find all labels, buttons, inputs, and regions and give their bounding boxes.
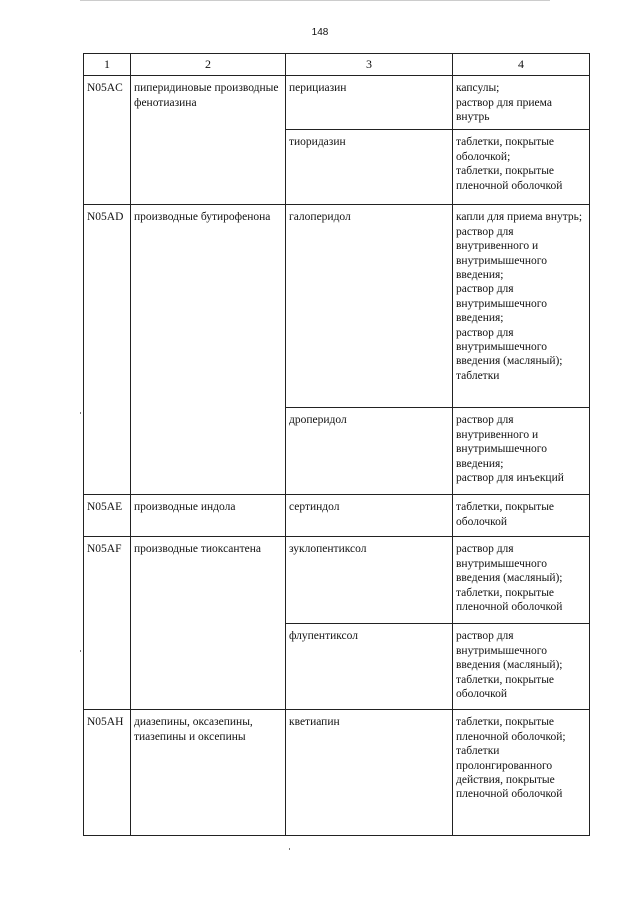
drug-name: кветиапин <box>286 710 453 836</box>
group-name: диазепины, оксазепины, тиазепины и оксепины <box>131 710 286 836</box>
column-header-1: 1 <box>84 54 131 76</box>
dosage-forms: капли для приема внутрь; раствор для внутривенного и внутримышечного введения; раствор для внутримышечного введения; раствор для внутримышечного введения (масляный); таблетки <box>453 205 590 408</box>
table-row <box>84 495 590 537</box>
scan-margin-mark <box>80 650 81 652</box>
dosage-forms: раствор для внутримышечного введения (масляный); таблетки, покрытые оболочкой <box>453 624 590 710</box>
dosage-forms: раствор для внутримышечного введения (масляный); таблетки, покрытые пленочной оболочкой <box>453 537 590 624</box>
table-row <box>84 710 590 836</box>
dosage-forms: таблетки, покрытые пленочной оболочкой; таблетки пролонгированного действия, покрытые пленочной оболочкой <box>453 710 590 836</box>
atc-code: N05AC <box>84 76 131 205</box>
atc-code: N05AE <box>84 495 131 537</box>
drug-name: тиоридазин <box>286 130 453 205</box>
scan-margin-mark <box>289 848 290 850</box>
atc-code: N05AF <box>84 537 131 710</box>
dosage-forms: раствор для внутривенного и внутримышечного введения; раствор для инъекций <box>453 408 590 495</box>
column-header-2: 2 <box>131 54 286 76</box>
drug-name: сертиндол <box>286 495 453 537</box>
table-row <box>84 205 590 408</box>
table-row <box>84 537 590 624</box>
drug-name: галоперидол <box>286 205 453 408</box>
dosage-forms: капсулы; раствор для приема внутрь <box>453 76 590 130</box>
column-header-3: 3 <box>286 54 453 76</box>
table-header-row <box>84 54 590 76</box>
drug-name: флупентиксол <box>286 624 453 710</box>
group-name: производные индола <box>131 495 286 537</box>
drug-name: дроперидол <box>286 408 453 495</box>
drug-classification-table <box>83 53 590 836</box>
page-number: 148 <box>311 27 329 38</box>
group-name: производные тиоксантена <box>131 537 286 710</box>
atc-code: N05AH <box>84 710 131 836</box>
column-header-4: 4 <box>453 54 590 76</box>
scan-margin-mark <box>80 412 81 414</box>
dosage-forms: таблетки, покрытые оболочкой <box>453 495 590 537</box>
group-name: производные бутирофенона <box>131 205 286 495</box>
table-row <box>84 76 590 130</box>
drug-name: зуклопентиксол <box>286 537 453 624</box>
top-scan-rule <box>80 0 550 1</box>
drug-name: перициазин <box>286 76 453 130</box>
group-name: пиперидиновые производные фенотиазина <box>131 76 286 205</box>
atc-code: N05AD <box>84 205 131 495</box>
dosage-forms: таблетки, покрытые оболочкой; таблетки, покрытые пленочной оболочкой <box>453 130 590 205</box>
